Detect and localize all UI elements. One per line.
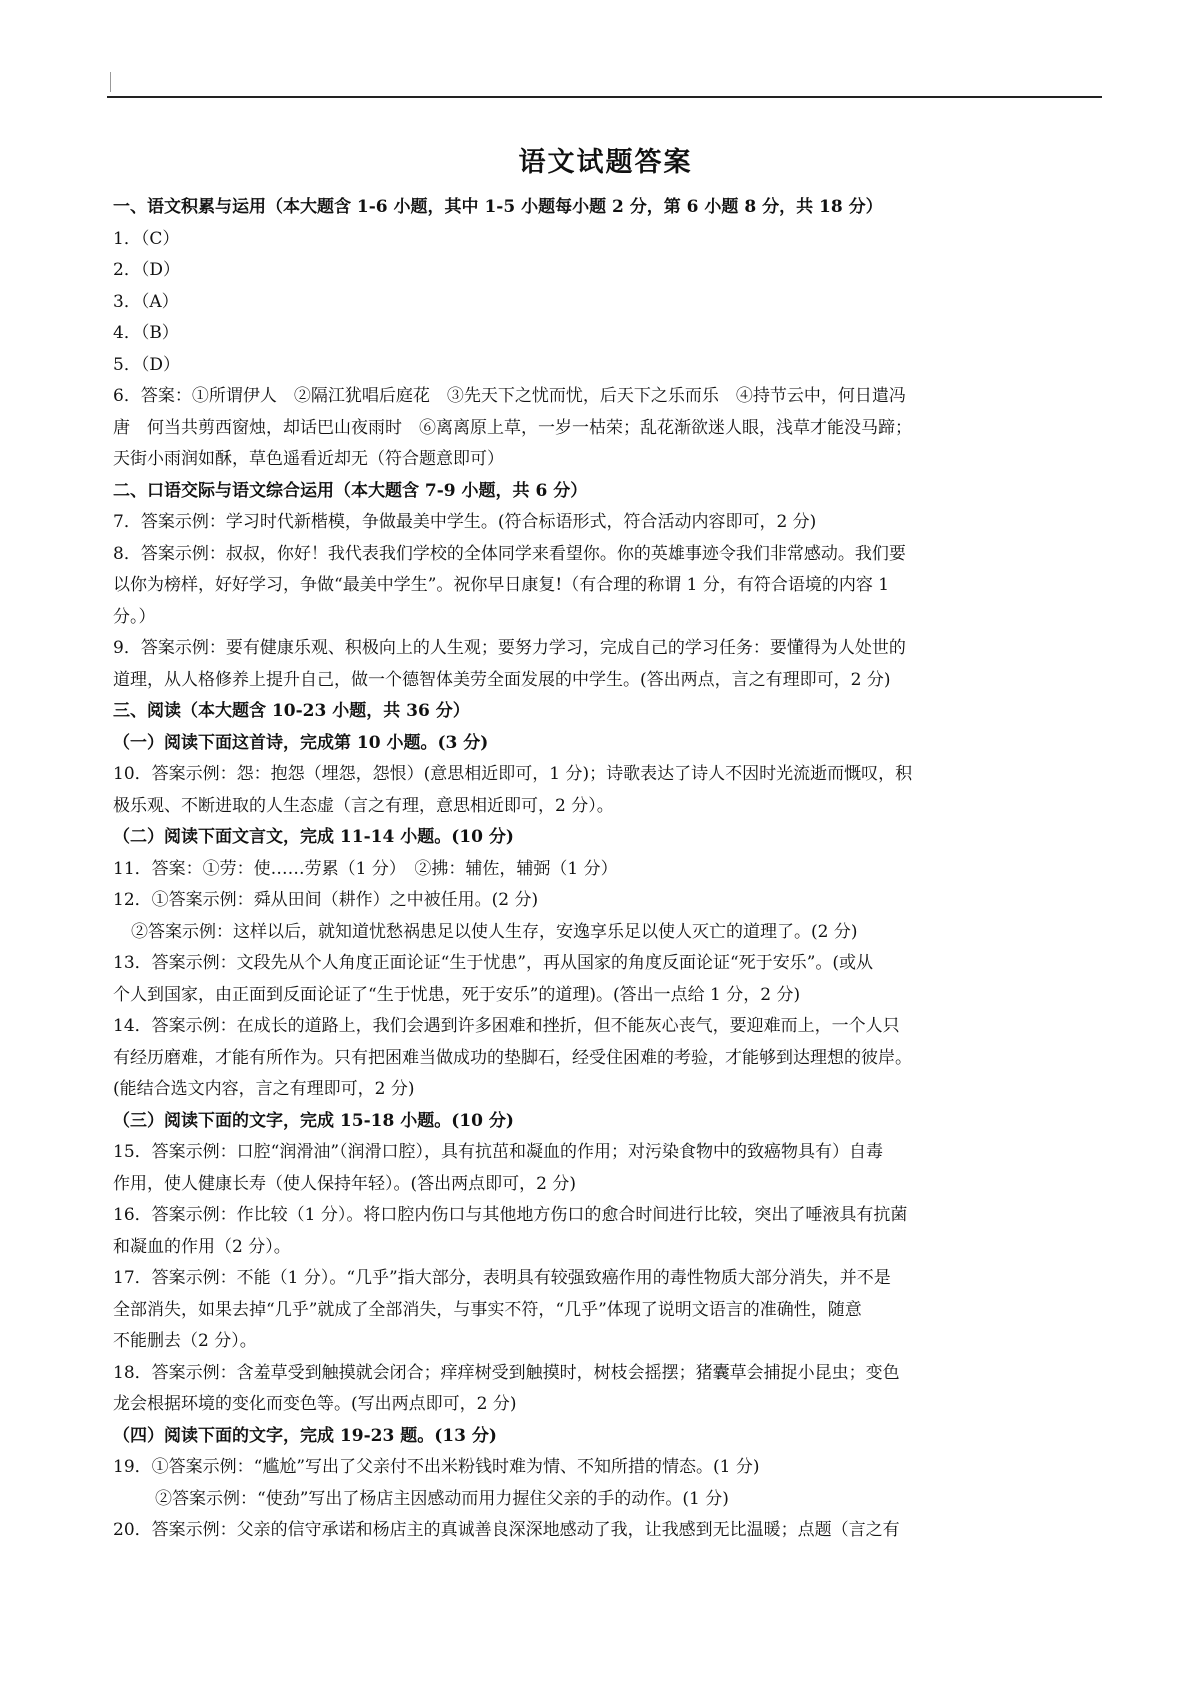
answer-line: 不能删去（2 分）。	[113, 1331, 257, 1351]
answer-line: 分。）	[113, 606, 156, 627]
answer-line: 5．（D）	[113, 354, 180, 375]
section-heading: 二、口语交际与语文综合运用（本大题含 7-9 小题，共 6 分）	[113, 480, 588, 501]
answer-line: 10．答案示例：怨：抱怨（埋怨，怨恨）(意思相近即可，1 分)；诗歌表达了诗人不因时光流逝而慨叹，积	[113, 764, 913, 784]
answer-line: 2．（D）	[113, 260, 180, 280]
header-rule	[107, 96, 1102, 98]
answer-line: 18．答案示例：含羞草受到触摸就会闭合；痒痒树受到触摸时，树枝会摇摆；猪囊草会捕捉小昆虫；变色	[113, 1362, 900, 1383]
answer-line: 天街小雨润如酥，草色遥看近却无（符合题意即可）	[113, 449, 504, 469]
answer-line: 道理，从人格修养上提升自己，做一个德智体美劳全面发展的中学生。(答出两点，言之有理即可，2 分)	[113, 669, 891, 690]
answer-lines	[113, 192, 1098, 1547]
answer-line: ②答案示例：这样以后，就知道忧愁祸患足以使人生存，安逸享乐足以使人灭亡的道理了。(2 分)	[131, 921, 858, 942]
header-tick	[110, 72, 111, 92]
answer-line: 作用，使人健康长寿（使人保持年轻）。(答出两点即可，2 分)	[113, 1173, 576, 1194]
answer-line: 8．答案示例：叔叔，你好！我代表我们学校的全体同学来看望你。你的英雄事迹令我们非常感动。我们要	[113, 543, 906, 564]
answer-line: 有经历磨难，才能有所作为。只有把困难当做成功的垫脚石，经受住困难的考验，才能够到达理想的彼岸。	[113, 1047, 912, 1068]
answer-line: 13．答案示例：文段先从个人角度正面论证“生于忧患”，再从国家的角度反面论证“死于安乐”。(或从	[113, 953, 874, 973]
answer-line: 个人到国家，由正面到反面论证了“生于忧患，死于安乐”的道理)。(答出一点给 1 分，2 分)	[113, 984, 801, 1005]
answer-line: 20．答案示例：父亲的信守承诺和杨店主的真诚善良深深地感动了我，让我感到无比温暖；点题（言之有	[113, 1520, 900, 1540]
answer-line: 11．答案：①劳：使……劳累（1 分） ②拂：辅佐，辅弼（1 分）	[113, 858, 618, 879]
answer-line: 6．答案：①所谓伊人 ②隔江犹唱后庭花 ③先天下之忧而忧，后天下之乐而乐 ④持节云中，何日遣冯	[113, 386, 906, 406]
answer-line: 4．（B）	[113, 323, 179, 343]
section-heading: （一）阅读下面这首诗，完成第 10 小题。(3 分)	[113, 732, 489, 753]
answer-line: 1．（C）	[113, 228, 180, 249]
answer-line: 极乐观、不断进取的人生态虚（言之有理，意思相近即可，2 分）。	[113, 795, 614, 816]
section-heading: （二）阅读下面文言文，完成 11-14 小题。(10 分)	[113, 827, 514, 847]
answer-line: 9．答案示例：要有健康乐观、积极向上的人生观；要努力学习，完成自己的学习任务：要懂得为人处世的	[113, 638, 906, 658]
answer-line: 7．答案示例：学习时代新楷模，争做最美中学生。(符合标语形式，符合活动内容即可，2 分)	[113, 512, 817, 532]
answer-line: 唐 何当共剪西窗烛，却话巴山夜雨时 ⑥离离原上草，一岁一枯荣；乱花渐欲迷人眼，浅草才能没马蹄；	[113, 417, 912, 438]
section-heading: 三、阅读（本大题含 10-23 小题，共 36 分）	[113, 701, 470, 721]
answer-line: 全部消失，如果去掉“几乎”就成了全部消失，与事实不符，“几乎”体现了说明文语言的准确性，随意	[113, 1299, 862, 1320]
answer-line: (能结合选文内容，言之有理即可，2 分)	[113, 1079, 415, 1099]
section-heading: 一、语文积累与运用（本大题含 1-6 小题，其中 1-5 小题每小题 2 分，第 6 小题 8 分，共 18 分）	[113, 197, 883, 217]
answer-line: 14．答案示例：在成长的道路上，我们会遇到许多困难和挫折，但不能灰心丧气，要迎难而上，一个人只	[113, 1016, 900, 1036]
answer-line: 3．（A）	[113, 291, 179, 312]
answer-line: 19．①答案示例：“尴尬”写出了父亲付不出米粉钱时难为情、不知所措的情态。(1 分)	[113, 1457, 760, 1477]
answer-line: 龙会根据环境的变化而变色等。(写出两点即可，2 分)	[113, 1394, 517, 1414]
section-heading: （三）阅读下面的文字，完成 15-18 小题。(10 分)	[113, 1110, 514, 1131]
answer-line: 以你为榜样，好好学习，争做“最美中学生”。祝你早日康复!（有合理的称谓 1 分，有符合语境的内容 1	[113, 575, 890, 595]
answer-line: ②答案示例：“使劲”写出了杨店主因感动而用力握住父亲的手的动作。(1 分)	[155, 1488, 729, 1509]
answer-key-body	[113, 136, 1098, 1547]
answer-line: 17．答案示例：不能（1 分）。“几乎”指大部分，表明具有较强致癌作用的毒性物质大部分消失，并不是	[113, 1268, 891, 1288]
section-heading: （四）阅读下面的文字，完成 19-23 题。(13 分)	[113, 1425, 497, 1446]
answer-line: 12．①答案示例：舜从田间（耕作）之中被任用。(2 分)	[113, 890, 539, 910]
answer-line: 15．答案示例：口腔“润滑油”（润滑口腔），具有抗茁和凝血的作用；对污染食物中的致癌物具有）自毒	[113, 1142, 884, 1162]
page-title: 语文试题答案	[518, 147, 693, 178]
answer-line: 和凝血的作用（2 分）。	[113, 1236, 291, 1257]
answer-line: 16．答案示例：作比较（1 分）。将口腔内伤口与其他地方伤口的愈合时间进行比较，突出了唾液具有抗菌	[113, 1205, 908, 1225]
